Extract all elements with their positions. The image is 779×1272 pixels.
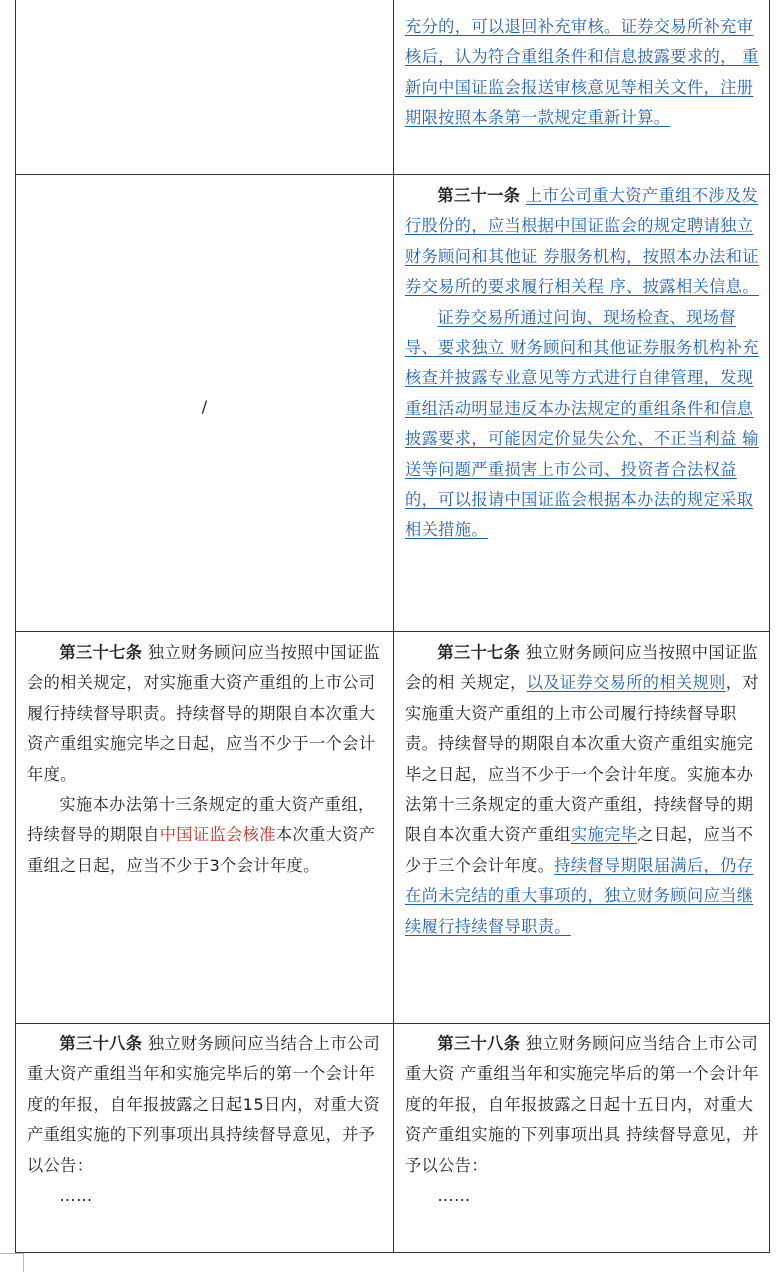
paragraph: 第三十八条 独立财务顾问应当结合上市公司重大资 产重组当年和实施完毕后的第一个会计年度的年报，自年报披露之日起十五日内，对重大资产重组实施的下列事项出具 持续督导意见，并予以公告： — [405, 1034, 759, 1175]
article-number: 第三十八条 — [437, 1034, 521, 1053]
page-corner-mark — [0, 1253, 24, 1272]
old-text-cell — [16, 1024, 393, 1253]
inserted-text: 上市公司重大资产重组不涉及发行股份的，应当根据中国证监会的规定聘请独立财务顾问和其他证 券服务机构，按照本办法和证券交易所的要求履行相关程 序、披露相关信息。 — [405, 186, 759, 297]
inserted-text: 持续督导期限届满后，仍存在尚未完结的重大事项的，独立财务顾问应当继续履行持续督导职责。 — [405, 855, 754, 936]
comparison-table — [15, 0, 770, 1253]
deleted-text: 中国证监会核准 — [159, 825, 276, 845]
table-row — [16, 631, 769, 1023]
new-text-cell — [393, 1024, 769, 1253]
paragraph: 第三十八条 独立财务顾问应当结合上市公司重大资产重组当年和实施完毕后的第一个会计年度的年报，自年报披露之日起15日内，对重大资产重组实施的下列事项出具持续督导意见，并予以公告： — [27, 1034, 381, 1175]
paragraph: …… — [59, 1186, 93, 1206]
paragraph: 第三十七条 独立财务顾问应当按照中国证监会的相 关规定，以及证券交易所的相关规则，对实施重大资产重组的上市公司履行持续督导职责。持续督导的期限自本次重大资产重组实施完毕之日起，应当不少于一个会计年度。实施本办法第十三条规定的重大资产重组，持续督导的期限自本次重大资产重组实施完毕之日起，应当不少于三个会计年度。持续督导期限届满后，仍存在尚未完结的重大事项的，独立财务顾问应当继续履行持续督导职责。 — [405, 643, 759, 936]
old-text-cell — [16, 175, 393, 631]
paragraph — [405, 303, 759, 546]
paragraph: 实施本办法第十三条规定的重大资产重组，持续督导的期限自中国证监会核准本次重大资产重组之日起，应当不少于3个会计年度。 — [27, 795, 376, 875]
paragraph — [405, 181, 759, 303]
table-row — [16, 0, 769, 174]
inserted-text: 充分的，可以退回补充审核。证券交易所补充审核后，认为符合重组条件和信息披露要求的， 重新向中国证监会报送审核意见等相关文件，注册期限按照本条第一款规定重新计算。 — [405, 17, 759, 128]
not-applicable-mark: / — [201, 397, 208, 416]
new-text-cell — [393, 175, 769, 631]
article-number: 第三十七条 — [59, 643, 143, 662]
article-number: 第三十七条 — [437, 643, 521, 662]
inserted-text: 证券交易所通过问询、现场检查、现场督导、要求独立 财务顾问和其他证券服务机构补充核查并披露专业意见等方式进行自律管理，发现重组活动明显违反本办法规定的重组条件和信息披露要求，可能因定价显失公允、不正当利益 输送等问题严重损害上市公司、投资者合法权益的，可以报请中国证监会根据本办法的规定采取相关措施。 — [405, 307, 759, 540]
new-text-cell — [393, 0, 769, 174]
inserted-text: 以及证券交易所的相关规则 — [526, 673, 726, 693]
article-number: 第三十一条 — [437, 186, 521, 205]
article-number: 第三十八条 — [59, 1034, 143, 1053]
old-text-cell — [16, 632, 393, 1023]
paragraph — [405, 12, 759, 134]
paragraph: 第三十七条 独立财务顾问应当按照中国证监会的相关规定，对实施重大资产重组的上市公司履行持续督导职责。持续督导的期限自本次重大资产重组实施完毕之日起，应当不少于一个会计年度。 — [27, 643, 381, 784]
inserted-text: 实施完毕 — [570, 825, 638, 845]
table-row — [16, 1023, 769, 1253]
new-text-cell — [393, 632, 769, 1023]
old-text-cell — [16, 0, 393, 174]
table-row — [16, 174, 769, 631]
paragraph: …… — [437, 1186, 471, 1206]
